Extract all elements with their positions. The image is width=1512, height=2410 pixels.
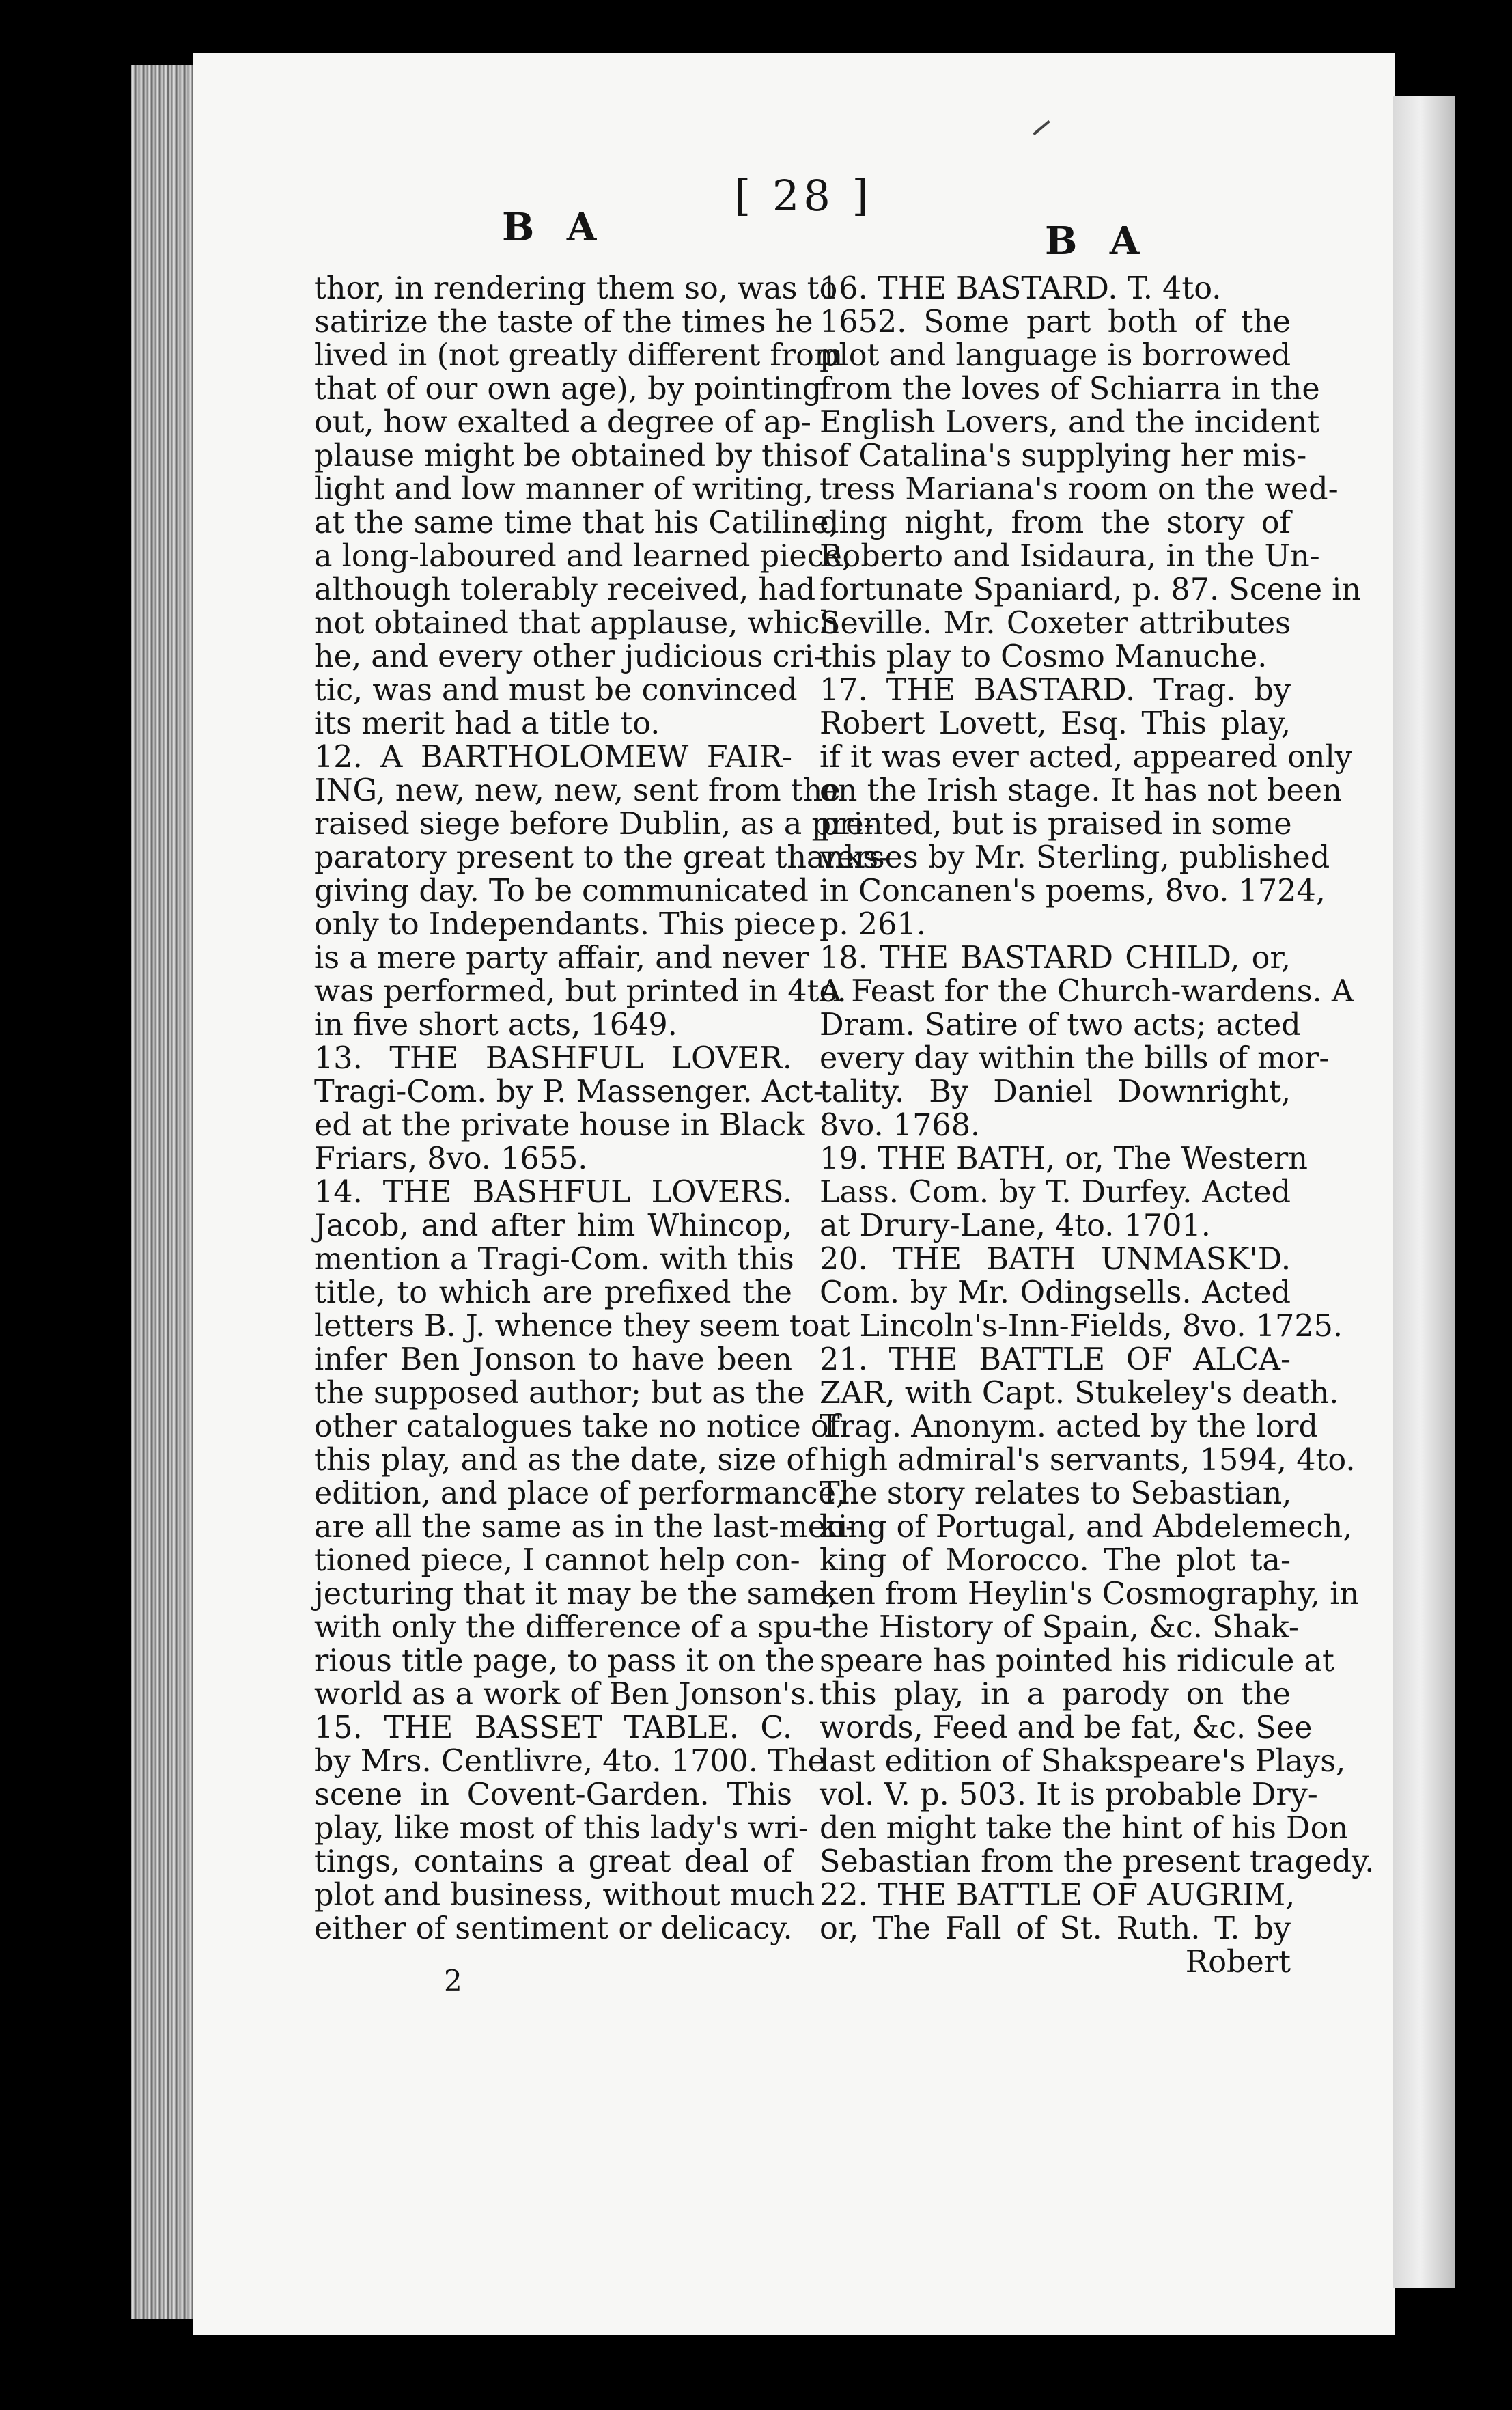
text-line: Robert	[1185, 1945, 1291, 1980]
text-line: every day within the bills of mor-	[820, 1041, 1330, 1076]
text-line: only to Independants. This piece	[314, 907, 816, 942]
text-line: p. 261.	[820, 907, 926, 942]
text-line: last edition of Shakspeare's Plays,	[820, 1744, 1346, 1779]
text-line: or, The Fall of St. Ruth. T. by	[820, 1911, 1291, 1946]
text-line: he, and every other judicious cri-	[314, 639, 824, 674]
signature-mark: 2	[444, 1964, 462, 1997]
text-line: fortunate Spaniard, p. 87. Scene in	[820, 572, 1362, 607]
text-line: raised siege before Dublin, as a pre-	[314, 807, 874, 842]
text-line: are all the same as in the last-men-	[314, 1510, 856, 1545]
text-line: out, how exalted a degree of ap-	[314, 405, 811, 440]
text-line: king of Morocco. The plot ta-	[820, 1543, 1291, 1578]
text-line: A Feast for the Church-wardens. A	[820, 974, 1354, 1009]
text-line: ING, new, new, new, sent from the	[314, 773, 841, 808]
running-head-right: B A	[1045, 219, 1149, 264]
text-line: tioned piece, I cannot help con-	[314, 1543, 800, 1578]
text-line: 13. THE BASHFUL LOVER.	[314, 1041, 792, 1076]
text-line: either of sentiment or delicacy.	[314, 1911, 793, 1946]
text-line: was performed, but printed in 4to.	[314, 974, 847, 1009]
text-line: satirize the taste of the times he	[314, 305, 813, 340]
text-line: Friars, 8vo. 1655.	[314, 1141, 588, 1176]
text-line: 21. THE BATTLE OF ALCA-	[820, 1342, 1291, 1377]
text-line: that of our own age), by pointing	[314, 372, 822, 406]
text-line: Lass. Com. by T. Durfey. Acted	[820, 1175, 1291, 1210]
text-line: ZAR, with Capt. Stukeley's death.	[820, 1376, 1339, 1411]
text-line: giving day. To be communicated	[314, 874, 809, 909]
text-line: 16. THE BASTARD. T. 4to.	[820, 271, 1222, 306]
text-line: on the Irish stage. It has not been	[820, 773, 1342, 808]
text-line: Dram. Satire of two acts; acted	[820, 1008, 1301, 1042]
text-line: Sebastian from the present tragedy.	[820, 1844, 1375, 1879]
text-line: king of Portugal, and Abdelemech,	[820, 1510, 1353, 1545]
text-line: play, like most of this lady's wri-	[314, 1811, 809, 1846]
text-line: ed at the private house in Black	[314, 1108, 805, 1143]
text-line: plause might be obtained by this	[314, 439, 819, 473]
text-line: 20. THE BATH UNMASK'D.	[820, 1242, 1291, 1277]
text-line: by Mrs. Centlivre, 4to. 1700. The	[314, 1744, 826, 1779]
text-line: this play, in a parody on the	[820, 1677, 1291, 1712]
text-line: not obtained that applause, which	[314, 606, 840, 641]
text-line: at Lincoln's-Inn-Fields, 8vo. 1725.	[820, 1309, 1343, 1344]
text-line: edition, and place of performance,	[314, 1476, 846, 1511]
right-text-column	[820, 271, 1375, 1980]
text-line: Trag. Anonym. acted by the lord	[820, 1409, 1319, 1444]
text-line: 17. THE BASTARD. Trag. by	[820, 673, 1291, 708]
text-line: 1652. Some part both of the	[820, 305, 1291, 340]
text-line: in five short acts, 1649.	[314, 1008, 677, 1042]
facing-page-edge	[1393, 96, 1455, 2288]
text-line: scene in Covent-Garden. This	[314, 1777, 792, 1812]
running-head-left: B A	[502, 205, 606, 250]
text-line: tality. By Daniel Downright,	[820, 1075, 1291, 1109]
text-line: mention a Tragi-Com. with this	[314, 1242, 794, 1277]
page-number: [ 28 ]	[734, 171, 873, 221]
text-line: den might take the hint of his Don	[820, 1811, 1349, 1846]
text-line: at Drury-Lane, 4to. 1701.	[820, 1208, 1211, 1243]
text-line: 8vo. 1768.	[820, 1108, 981, 1143]
text-line: 15. THE BASSET TABLE. C.	[314, 1710, 792, 1745]
text-line: is a mere party affair, and never	[314, 941, 809, 975]
text-line: its merit had a title to.	[314, 706, 660, 741]
text-line: the supposed author; but as the	[314, 1376, 805, 1411]
text-line: words, Feed and be fat, &c. See	[820, 1710, 1313, 1745]
text-line: letters B. J. whence they seem to	[314, 1309, 820, 1344]
text-line: plot and language is borrowed	[820, 338, 1291, 373]
text-line: 19. THE BATH, or, The Western	[820, 1141, 1308, 1176]
text-line: although tolerably received, had	[314, 572, 816, 607]
text-line: ken from Heylin's Cosmography, in	[820, 1577, 1360, 1611]
text-line: 22. THE BATTLE OF AUGRIM,	[820, 1878, 1296, 1913]
text-line: tress Mariana's room on the wed-	[820, 472, 1339, 507]
text-line: vol. V. p. 503. It is probable Dry-	[820, 1777, 1318, 1812]
text-line: with only the difference of a spu-	[314, 1610, 823, 1645]
text-line: Tragi-Com. by P. Massenger. Act-	[314, 1075, 824, 1109]
text-line: English Lovers, and the incident	[820, 405, 1320, 440]
text-line: Com. by Mr. Odingsells. Acted	[820, 1275, 1291, 1310]
text-line: tic, was and must be convinced	[314, 673, 798, 708]
text-line: the History of Spain, &c. Shak-	[820, 1610, 1299, 1645]
text-line: tings, contains a great deal of	[314, 1844, 792, 1879]
text-line: title, to which are prefixed the	[314, 1275, 792, 1310]
text-line: The story relates to Sebastian,	[820, 1476, 1292, 1511]
text-line: at the same time that his Catiline,	[314, 505, 839, 540]
text-line: lived in (not greatly different from	[314, 338, 843, 373]
text-line: high admiral's servants, 1594, 4to.	[820, 1443, 1356, 1478]
text-line: ding night, from the story of	[820, 505, 1291, 540]
text-line: Seville. Mr. Coxeter attributes	[820, 606, 1291, 641]
text-line: printed, but is praised in some	[820, 807, 1292, 842]
text-line: infer Ben Jonson to have been	[314, 1342, 792, 1377]
text-line: this play to Cosmo Manuche.	[820, 639, 1268, 674]
text-line: rious title page, to pass it on the	[314, 1644, 815, 1678]
text-line: light and low manner of writing,	[314, 472, 813, 507]
text-line: if it was ever acted, appeared only	[820, 740, 1352, 775]
text-line: a long-laboured and learned piece,	[314, 539, 852, 574]
text-line: speare has pointed his ridicule at	[820, 1644, 1334, 1678]
text-line: other catalogues take no notice of	[314, 1409, 841, 1444]
text-line: verses by Mr. Sterling, published	[820, 840, 1330, 875]
text-line: jecturing that it may be the same,	[314, 1577, 837, 1611]
text-line: 12. A BARTHOLOMEW FAIR-	[314, 740, 792, 775]
text-line: 18. THE BASTARD CHILD, or,	[820, 941, 1291, 975]
text-line: from the loves of Schiarra in the	[820, 372, 1320, 406]
text-line: 14. THE BASHFUL LOVERS.	[314, 1175, 792, 1210]
text-line: of Catalina's supplying her mis-	[820, 439, 1307, 473]
text-line: paratory present to the great thanks-	[314, 840, 889, 875]
text-line: in Concanen's poems, 8vo. 1724,	[820, 874, 1326, 909]
text-line: thor, in rendering them so, was to	[314, 271, 838, 306]
text-line: Roberto and Isidaura, in the Un-	[820, 539, 1320, 574]
text-line: world as a work of Ben Jonson's.	[314, 1677, 816, 1712]
text-line: Jacob, and after him Whincop,	[314, 1208, 792, 1243]
text-line: Robert Lovett, Esq. This play,	[820, 706, 1291, 741]
text-line: this play, and as the date, size of	[314, 1443, 816, 1478]
text-line: plot and business, without much	[314, 1878, 815, 1913]
